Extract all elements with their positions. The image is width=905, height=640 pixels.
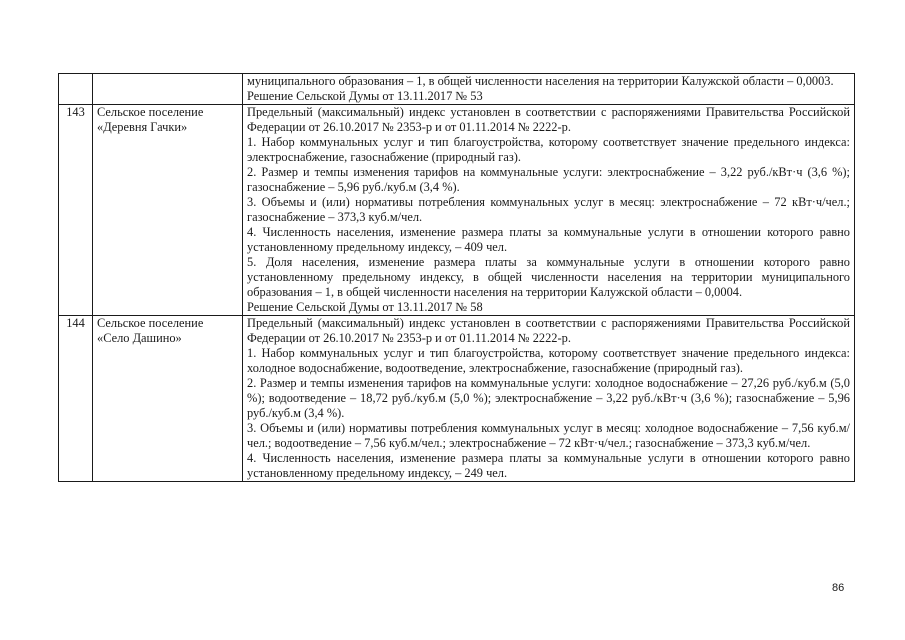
description-paragraph: 1. Набор коммунальных услуг и тип благоустройства, которому соответствует значение предельного индекса: холодное водоснабжение, водоотведение, электроснабжение, газоснабжение (природный газ). [247, 346, 850, 375]
municipality-name-cell: Сельское поселение «Деревня Гачки» [93, 105, 243, 316]
description-paragraph: 5. Доля населения, изменение размера платы за коммунальные услуги в отношении которого равно установленному предельному индексу, в общей численности населения на территории муниципального образования – 1, в общей численности населения на территории Калужской области – 0,0004. [247, 255, 850, 299]
description-paragraph: 3. Объемы и (или) нормативы потребления коммунальных услуг в месяц: электроснабжение – 72 кВт·ч/чел.; газоснабжение – 373,3 куб.м/чел. [247, 195, 850, 224]
page-number: 86 [832, 582, 845, 594]
description-paragraph: 3. Объемы и (или) нормативы потребления коммунальных услуг в месяц: холодное водоснабжение – 7,56 куб.м/чел.; водоотведение – 7,56 куб.м/чел.; электроснабжение – 72 кВт·ч/чел.; газоснабжение – 373,3 куб.м/чел. [247, 421, 850, 450]
decision-reference: Решение Сельской Думы от 13.11.2017 № 58 [247, 300, 483, 314]
description-cell [243, 105, 855, 316]
description-paragraph: 4. Численность населения, изменение размера платы за коммунальные услуги в отношении которого равно установленному предельному индексу, – 249 чел. [247, 451, 850, 480]
description-paragraph: 4. Численность населения, изменение размера платы за коммунальные услуги в отношении которого равно установленному предельному индексу, – 409 чел. [247, 225, 850, 254]
table-row [59, 105, 855, 316]
description-paragraph: Предельный (максимальный) индекс установлен в соответствии с распоряжениями Правительства Российской Федерации от 26.10.2017 № 2353-р и от 01.11.2014 № 2222-р. [247, 105, 850, 134]
row-number-cell [59, 74, 93, 105]
decision-reference: Решение Сельской Думы от 13.11.2017 № 53 [247, 89, 483, 103]
municipality-name-cell: Сельское поселение «Село Дашино» [93, 316, 243, 482]
table-row [59, 74, 855, 105]
municipality-name-cell [93, 74, 243, 105]
table-row [59, 316, 855, 482]
description-paragraph: муниципального образования – 1, в общей численности населения на территории Калужской области – 0,0003. [247, 74, 834, 88]
description-paragraph: 2. Размер и темпы изменения тарифов на коммунальные услуги: холодное водоснабжение – 27,26 руб./куб.м (5,0 %); водоотведение – 18,72 руб./куб.м (5,0 %); электроснабжение – 3,22 руб./кВт·ч (3,6 %); газоснабжение – 5,96 руб./куб.м (3,4 %). [247, 376, 850, 420]
description-paragraph: Предельный (максимальный) индекс установлен в соответствии с распоряжениями Правительства Российской Федерации от 26.10.2017 № 2353-р и от 01.11.2014 № 2222-р. [247, 316, 850, 345]
description-paragraph: 2. Размер и темпы изменения тарифов на коммунальные услуги: электроснабжение – 3,22 руб./кВт·ч (3,6 %); газоснабжение – 5,96 руб./куб.м (3,4 %). [247, 165, 850, 194]
document-table [58, 73, 855, 482]
row-number-cell: 143 [59, 105, 93, 316]
description-cell [243, 316, 855, 482]
description-cell [243, 74, 855, 105]
row-number-cell: 144 [59, 316, 93, 482]
description-paragraph: 1. Набор коммунальных услуг и тип благоустройства, которому соответствует значение предельного индекса: электроснабжение, газоснабжение (природный газ). [247, 135, 850, 164]
